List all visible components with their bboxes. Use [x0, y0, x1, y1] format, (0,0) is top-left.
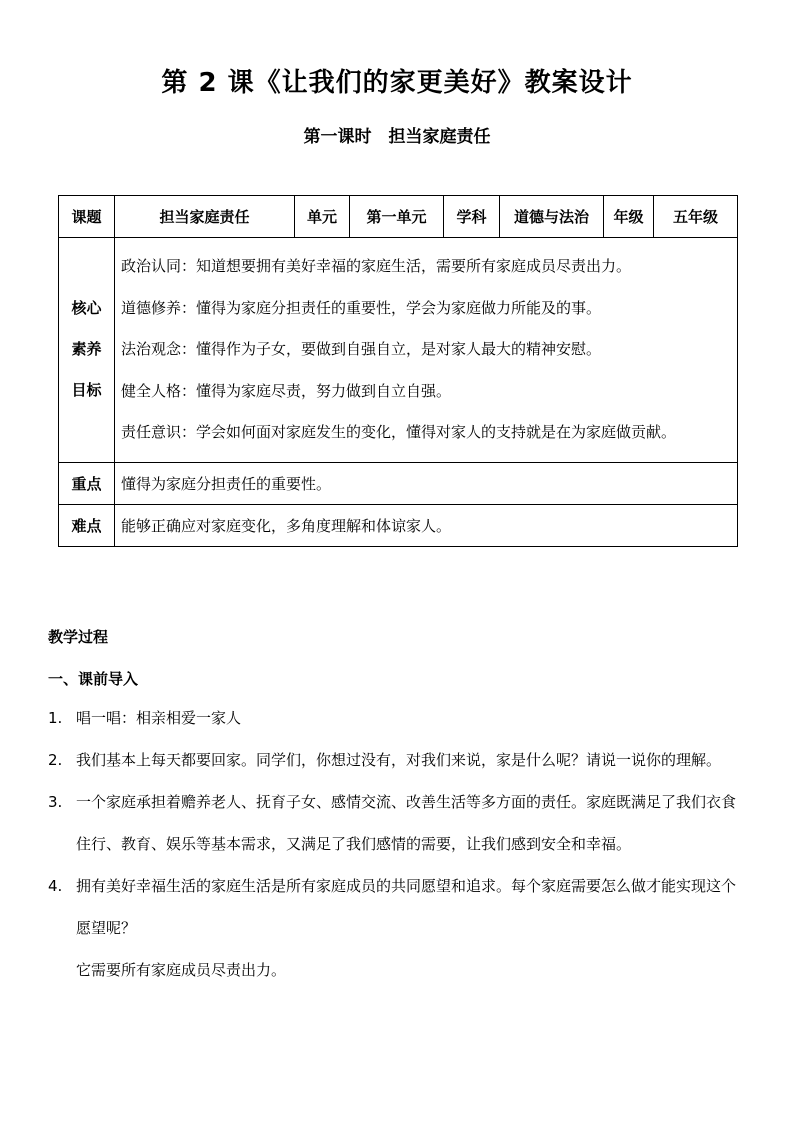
difficult-point-label: 难点	[59, 504, 115, 546]
goal-moral: 道德修养：懂得为家庭分担责任的重要性，学会为家庭做力所能及的事。	[121, 298, 602, 317]
goals-content	[115, 238, 738, 463]
key-point-label: 重点	[59, 462, 115, 504]
header-cell-subject-label: 学科	[444, 196, 500, 238]
key-point-row	[59, 462, 738, 504]
difficult-point-row	[59, 504, 738, 546]
goals-row	[59, 238, 738, 463]
header-cell-grade-label: 年级	[604, 196, 654, 238]
page-subtitle: 第一课时 担当家庭责任	[303, 127, 491, 147]
lesson-info-table	[58, 195, 738, 547]
process-heading: 教学过程	[48, 628, 109, 646]
list-item: 2. 我们基本上每天都要回家。同学们，你想过没有，对我们来说，家是什么呢？请说一说你的理解。	[48, 751, 722, 769]
table-header-row	[59, 196, 738, 238]
list-item: 4. 拥有美好幸福生活的家庭生活是所有家庭成员的共同愿望和追求。每个家庭需要怎么做才能实现这个愿望呢？	[48, 877, 737, 937]
goal-personality: 健全人格：懂得为家庭尽责，努力做到自立自强。	[121, 381, 452, 400]
header-cell-topic: 担当家庭责任	[115, 196, 295, 238]
list-item: 3. 一个家庭承担着赡养老人、抚育子女、感情交流、改善生活等多方面的责任。家庭既满足了我们衣食住行、教育、娱乐等基本需求，又满足了我们感情的需要，让我们感到安全和幸福。	[48, 793, 737, 853]
goals-label: 核心 素养 目标	[59, 238, 115, 463]
goal-responsibility: 责任意识：学会如何面对家庭发生的变化，懂得对家人的支持就是在为家庭做贡献。	[121, 423, 677, 441]
goal-political: 政治认同：知道想要拥有美好幸福的家庭生活，需要所有家庭成员尽责出力。	[121, 257, 632, 275]
goal-law: 法治观念：懂得作为子女，要做到自强自立，是对家人最大的精神安慰。	[121, 340, 602, 358]
header-cell-grade: 五年级	[654, 196, 738, 238]
list-item: 1. 唱一唱：相亲相爱一家人	[48, 709, 242, 727]
header-cell-unit-label: 单元	[295, 196, 350, 238]
header-cell-subject: 道德与法治	[500, 196, 604, 238]
intro-list	[48, 697, 748, 991]
difficult-point-content: 能够正确应对家庭变化，多角度理解和体谅家人。	[115, 504, 738, 546]
header-cell-topic-label: 课题	[59, 196, 115, 238]
header-cell-unit: 第一单元	[350, 196, 444, 238]
section-intro-heading: 一、课前导入	[48, 670, 139, 688]
intro-answer: 它需要所有家庭成员尽责出力。	[76, 961, 287, 979]
page-title: 第 2 课《让我们的家更美好》教案设计	[161, 68, 633, 98]
key-point-content: 懂得为家庭分担责任的重要性。	[115, 462, 738, 504]
